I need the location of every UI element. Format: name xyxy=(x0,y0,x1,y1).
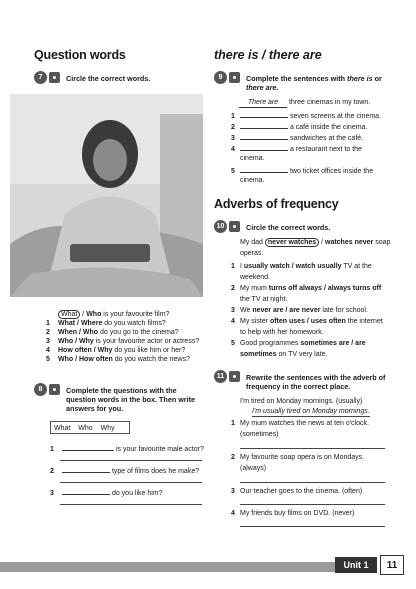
answer-line[interactable] xyxy=(240,482,385,483)
exercise-10-example: My dad never watches / watches never soap operas. xyxy=(240,239,391,257)
exercise-9-instruction: Complete the sentences with there is or there are. xyxy=(246,74,382,92)
exercise-10-badge xyxy=(214,220,240,233)
answer-line[interactable] xyxy=(240,504,385,505)
answer-line[interactable] xyxy=(60,460,202,461)
list-item: 2 My mum turns off always / always turns off the TV at night. xyxy=(231,285,382,303)
circled-answer[interactable]: never watches xyxy=(265,238,319,247)
exercise-7-badge xyxy=(34,71,60,84)
exercise-number: 11 xyxy=(214,370,227,383)
exercise-9-example: There are three cinemas in my town. xyxy=(239,98,370,108)
exercise-8-item-2: 2 type of films does he make? xyxy=(50,465,199,476)
exercise-8-badge xyxy=(34,383,60,396)
section-title-there-is: there is / there are xyxy=(214,48,322,62)
answer-blank[interactable] xyxy=(62,443,114,451)
section-title-question-words: Question words xyxy=(34,48,126,62)
exercise-11-item-4: 4 My friends buy films on DVD. (never) xyxy=(231,510,355,517)
exercise-11-example: I'm tired on Monday mornings. (usually) xyxy=(240,398,363,405)
exercise-10-items xyxy=(231,261,396,360)
pencil-icon xyxy=(229,371,240,382)
answer-line[interactable] xyxy=(60,504,202,505)
list-item: 5 Who / How often do you watch the news? xyxy=(46,356,190,363)
pencil-icon xyxy=(49,384,60,395)
exercise-8-instruction: Complete the questions with the question words in the box. Then write answers for you. xyxy=(66,386,195,413)
exercise-9-item-5: 5 two ticket offices inside the xyxy=(231,165,373,176)
exercise-9-badge xyxy=(214,71,240,84)
section-title-adverbs: Adverbs of frequency xyxy=(214,197,339,211)
exercise-number: 10 xyxy=(214,220,227,233)
list-item: What / Who is your favourite film? xyxy=(46,310,199,319)
pencil-icon xyxy=(229,221,240,232)
page-number: 11 xyxy=(380,555,404,575)
list-item: 1 What / Where do you watch films? xyxy=(46,320,166,327)
word-box: What Who Why xyxy=(50,421,130,434)
exercise-11-item-2: 2 My favourite soap opera is on Mondays. xyxy=(231,454,365,461)
unit-label: Unit 1 xyxy=(335,557,377,573)
list-item: 4 How often / Why do you like him or her? xyxy=(46,347,186,354)
exercise-11-badge xyxy=(214,370,240,383)
list-item: 5 Good programmes sometimes are / are sometimes on TV very late. xyxy=(231,340,366,358)
photo-illustration xyxy=(10,94,203,297)
exercise-9-item-2: 2 a café inside the cinema. xyxy=(231,121,367,132)
exercise-8-item-1: 1 is your favourite male actor? xyxy=(50,443,204,454)
list-item: 4 My sister often uses / uses often the internet to help with her homework. xyxy=(231,318,383,336)
answer-blank[interactable] xyxy=(62,465,110,473)
exercise-9-item-1: 1 seven screens at the cinema. xyxy=(231,110,381,121)
footer-bar xyxy=(0,562,335,572)
exercise-9-item-4: 4 a restaurant next to the xyxy=(231,143,362,154)
exercise-10-instruction: Circle the correct words. xyxy=(246,223,331,232)
exercise-9-item-3: 3 sandwiches at the café. xyxy=(231,132,363,143)
list-item: 2 When / Who do you go to the cinema? xyxy=(46,329,179,336)
list-item: 3 Who / Why is your favourite actor or actress? xyxy=(46,338,200,345)
exercise-8-item-3: 3 do you like him? xyxy=(50,487,163,498)
exercise-number: 7 xyxy=(34,71,47,84)
exercise-11-example-answer: I'm usually tired on Monday mornings. xyxy=(252,408,370,415)
pencil-icon xyxy=(229,72,240,83)
answer-line[interactable] xyxy=(240,526,385,527)
pencil-icon xyxy=(49,72,60,83)
answer-line[interactable] xyxy=(60,482,202,483)
photo-girl-watching-tablet xyxy=(10,94,203,297)
exercise-7-instruction: Circle the correct words. xyxy=(66,74,151,83)
list-item: 1 I usually watch / watch usually TV at the weekend. xyxy=(231,263,372,281)
exercise-11-item-3: 3 Our teacher goes to the cinema. (often) xyxy=(231,488,363,495)
circled-answer[interactable]: What xyxy=(58,310,80,319)
exercise-7-list xyxy=(46,310,199,364)
list-item: 3 We never are / are never late for school. xyxy=(231,307,368,314)
exercise-number: 9 xyxy=(214,71,227,84)
exercise-11-instruction: Rewrite the sentences with the adverb of frequency in the correct place. xyxy=(246,373,386,391)
exercise-number: 8 xyxy=(34,383,47,396)
answer-blank[interactable] xyxy=(62,487,110,495)
exercise-11-item-1: 1 My mum watches the news at ten o'clock. xyxy=(231,420,369,427)
answer-line[interactable] xyxy=(240,448,385,449)
